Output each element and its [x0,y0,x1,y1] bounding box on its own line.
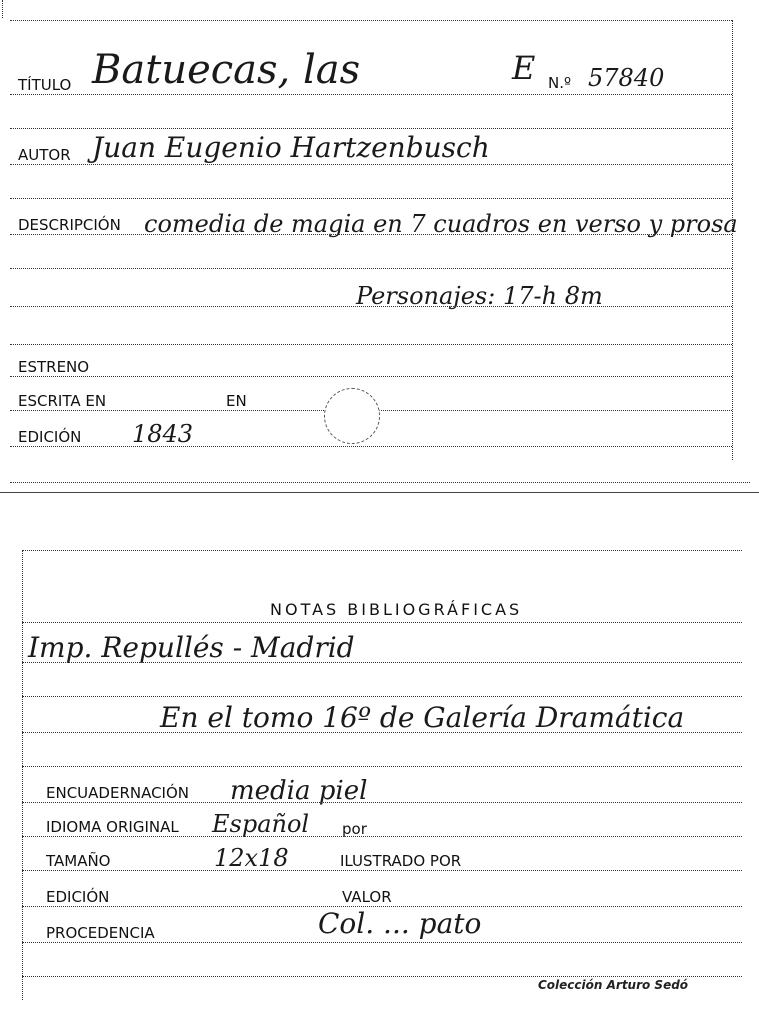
idioma-line [22,836,742,837]
card-left-edge [2,0,3,18]
autor-label: AUTOR [18,146,71,164]
notes-rule-2 [22,662,742,663]
coleccion-footer: Colección Arturo Sedó [538,978,689,992]
edicion-line [10,446,732,447]
card-separator [0,492,759,493]
card2-bottom-rule [22,976,742,977]
notes-rule-1 [22,622,742,623]
edicion2-label: EDICIÓN [46,888,110,906]
valor-label: VALOR [342,888,392,906]
escrita-label: ESCRITA EN [18,392,107,410]
card2-top-border [22,550,742,551]
rule-5 [10,344,732,345]
tamano-value: 12x18 [214,844,289,872]
descripcion-label: DESCRIPCIÓN [18,216,121,234]
descripcion-value-2: Personajes: 17-h 8m [356,282,603,310]
titulo-label: TÍTULO [18,76,72,94]
edicion-label: EDICIÓN [18,428,82,446]
rule-2 [10,198,732,199]
rule-3 [10,268,732,269]
ilustrado-label: ILUSTRADO POR [340,852,462,870]
por-label: por [342,820,367,838]
notes-rule-3 [22,696,742,697]
procedencia-value: Col. ... pato [318,907,482,940]
rule-4 [10,306,732,307]
en-label: EN [226,392,247,410]
register-prefix: E [512,49,536,87]
card2-left-edge [22,550,23,1000]
card-top-border [10,20,732,21]
notas-heading: NOTAS BIBLIOGRÁFICAS [270,600,523,619]
procedencia-label: PROCEDENCIA [46,924,155,942]
idioma-label: IDIOMA ORIGINAL [46,818,179,836]
encuadernacion-line [22,802,742,803]
idioma-value: Español [212,810,310,838]
tamano-line [22,870,742,871]
autor-line [10,164,732,165]
titulo-value: Batuecas, las [92,47,361,93]
titulo-line [10,94,732,95]
catalog-card-bottom [0,500,759,1028]
descripcion-value: comedia de magia en 7 cuadros en verso y prosa [144,210,738,238]
descripcion-line [10,234,732,235]
encuadernacion-value: media piel [230,776,368,806]
estreno-line [10,376,732,377]
estreno-label: ESTRENO [18,358,90,376]
encuadernacion-label: ENCUADERNACIÓN [46,784,190,802]
register-label: N.º [548,74,572,92]
rule-1 [10,128,732,129]
note-2: En el tomo 16º de Galería Dramática [160,701,685,734]
tamano-label: TAMAÑO [46,852,111,870]
note-1: Imp. Repullés - Madrid [28,631,355,664]
autor-value: Juan Eugenio Hartzenbusch [92,131,490,164]
notes-rule-4 [22,732,742,733]
catalog-card-top [0,0,759,500]
card-right-edge [732,20,733,460]
procedencia-line [22,942,742,943]
register-number: 57840 [588,64,665,92]
notes-rule-5 [22,766,742,767]
punch-hole-circle [324,388,380,444]
edicion-value: 1843 [132,420,194,448]
card-bottom-border [10,482,750,483]
